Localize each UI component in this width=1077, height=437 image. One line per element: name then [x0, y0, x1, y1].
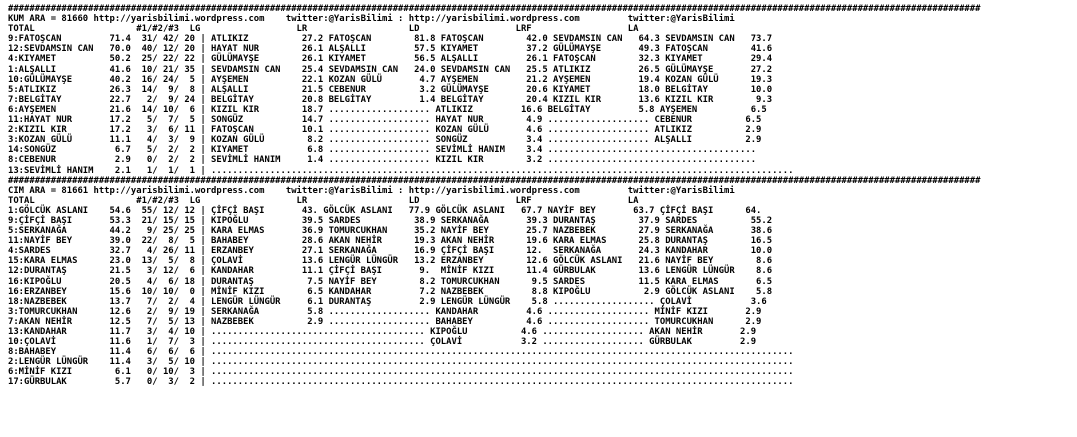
report-line: TOTAL #1/#2/#3 LG LR LD LRF LA	[8, 24, 639, 35]
report-line: 16:ERZANBEY 15.6 10/ 10/ 0 | MİNİF KIZI 6.5 KANDAHAR 7.2 NAZBEBEK 8.8 KIPOĞLU 2.9 GÖLCÜK ASLANI 5.8	[8, 286, 773, 297]
report-line: 7:BELGİTAY 22.7 2/ 9/ 24 | BELGİTAY 20.8 BELGİTAY 1.4 BELGİTAY 20.4 KIZIL KIR 13.6 KIZIL KIR 9.3	[8, 94, 773, 105]
report-line: 5:ATLIKIZ 26.3 14/ 9/ 8 | ALŞALLI 21.5 CEBENUR 3.2 GÜLÜMAYŞE 20.6 KIYAMET 18.0 BELGİTAY 10.0	[8, 84, 773, 95]
report-line: 11:NAYİF BEY 39.0 22/ 8/ 5 | BAHABEY 28.6 AKAN NEHİR 19.3 AKAN NEHİR 19.6 KARA ELMAS 25.8 DURANTAŞ 16.5	[8, 236, 773, 247]
report-line: 17:GÜRBULAK 5.7 0/ 3/ 2 | .............................................................................................................	[8, 377, 794, 388]
report-line: 14:SONGÜZ 6.7 5/ 2/ 2 | KIYAMET 6.8 ................... SEVİMLİ HANIM 3.4 .......................................	[8, 145, 757, 156]
report-line: 12:DURANTAŞ 21.5 3/ 12/ 6 | KANDAHAR 11.1 ÇİFÇİ BAŞI 9. MİNİF KIZI 11.4 GÜRBULAK 13.6 LENGÜR LÜNGÜR 8.6	[8, 266, 773, 277]
report-line: ######################################################################################################################################################################################	[8, 175, 981, 186]
report-line: 8:BAHABEY 11.4 6/ 6/ 6 | .............................................................................................................	[8, 347, 794, 358]
report-line: 4:KIYAMET 50.2 25/ 22/ 22 | GÜLÜMAYŞE 26.1 KIYAMET 56.5 ALŞALLI 26.1 FATOŞCAN 32.3 KIYAMET 29.4	[8, 54, 773, 65]
report-line: KUM ARA = 81660 http://yarisbilimi.wordpress.com twitter:@YarisBilimi : http://yarisbilimi.wordpress.com twitter:@YarisBilimi	[8, 14, 735, 25]
report-line: 6:AYŞEMEN 21.6 14/ 10/ 6 | KIZIL KIR 18.7 ................... ATLIKIZ 16.6 BELGİTAY 5.8 AYŞEMEN 6.5	[8, 104, 767, 115]
report-line: 7:AKAN NEHİR 12.5 7/ 5/ 13 | NAZBEBEK 2.9 ................... BAHABEY 4.6 ................... TOMURCUKHAN 2.9	[8, 316, 762, 327]
report-line: 5:SERKANAĞA 44.2 9/ 25/ 25 | KARA ELMAS 36.9 TOMURCUKHAN 35.2 NAYİF BEY 25.7 NAZBEBEK 27.9 SERKANAĞA 38.6	[8, 226, 773, 237]
report-line: 13:SEVİMLİ HANIM 2.1 1/ 1/ 1 | .............................................................................................................	[8, 165, 794, 176]
report-line: 10:GÜLÜMAYŞE 40.2 16/ 24/ 5 | AYŞEMEN 22.1 KOZAN GÜLÜ 4.7 AYŞEMEN 21.2 AYŞEMEN 19.4 KOZAN GÜLÜ 19.3	[8, 74, 773, 85]
report-line: 9:FATOŞCAN 71.4 31/ 42/ 20 | ATLIKIZ 27.2 FATOŞCAN 81.8 FATOŞCAN 42.0 SEVDAMSIN CAN 64.3 SEVDAMSIN CAN 73.7	[8, 34, 773, 45]
report-line: 15:KARA ELMAS 23.0 13/ 5/ 8 | ÇOLAVİ 13.6 LENGÜR LÜNGÜR 13.2 ERZANBEY 12.6 GÖLCÜK ASLANI 21.6 NAYİF BEY 8.6	[8, 256, 773, 267]
report-line: 1:GÖLCÜK ASLANI 54.6 55/ 12/ 12 | ÇİFÇİ BAŞI 43. GÖLCÜK ASLANI 77.9 GÖLCÜK ASLANI 67.7 NAYİF BEY 63.7 ÇİFÇİ BAŞI 64.	[8, 205, 762, 216]
results-report	[8, 4, 980, 388]
report-line: 9:ÇİFÇİ BAŞI 53.3 21/ 15/ 15 | KIPOĞLU 39.5 SARDES 38.9 SERKANAĞA 39.3 DURANTAŞ 37.9 SARDES 55.2	[8, 215, 773, 226]
report-line: 8:CEBENUR 2.9 0/ 2/ 2 | SEVİMLİ HANIM 1.4 ................... KIZIL KIR 3.2 .......................................	[8, 155, 757, 166]
report-line: 6:MİNİF KIZI 6.1 0/ 10/ 3 | .............................................................................................................	[8, 367, 794, 378]
report-line: 2:LENGÜR LÜNGÜR 11.4 3/ 5/ 10 | .............................................................................................................	[8, 357, 794, 368]
report-line: 1:ALŞALLI 41.6 10/ 21/ 35 | SEVDAMSIN CAN 25.4 SEVDAMSIN CAN 24.0 SEVDAMSIN CAN 25.5 ATLIKIZ 26.5 GÜLÜMAYŞE 27.2	[8, 64, 773, 75]
report-line: 16:KIPOĞLU 20.5 4/ 6/ 18 | DURANTAŞ 7.5 NAYİF BEY 8.2 TOMURCUKHAN 9.5 SARDES 11.5 KARA ELMAS 6.5	[8, 276, 773, 287]
report-line: 11:HAYAT NUR 17.2 5/ 7/ 5 | SONGÜZ 14.7 ................... HAYAT NUR 4.9 ................... CEBENUR 6.5	[8, 115, 762, 126]
report-line: 12:SEVDAMSIN CAN 70.0 40/ 12/ 20 | HAYAT NUR 26.1 ALŞALLI 57.5 KIYAMET 37.2 GÜLÜMAYŞE 49.3 FATOŞCAN 41.6	[8, 44, 773, 55]
report-line: 18:NAZBEBEK 13.7 7/ 2/ 4 | LENGÜR LÜNGÜR 6.1 DURANTAŞ 2.9 LENGÜR LÜNGÜR 5.8 ................... ÇOLAVİ 3.6	[8, 296, 767, 307]
report-line: 10:ÇOLAVİ 11.6 1/ 7/ 3 | ........................................ ÇOLAVİ 3.2 ................... GÜRBULAK 2.9	[8, 337, 757, 348]
report-line: 3:TOMURCUKHAN 12.6 2/ 9/ 19 | SERKANAĞA 5.8 ................... KANDAHAR 4.6 ................... MİNİF KIZI 2.9	[8, 306, 762, 317]
report-line: ######################################################################################################################################################################################	[8, 4, 981, 14]
report-line: TOTAL #1/#2/#3 LG LR LD LRF LA	[8, 195, 639, 206]
report-line: CIM ARA = 81661 http://yarisbilimi.wordpress.com twitter:@YarisBilimi : http://yarisbilimi.wordpress.com twitter:@YarisBilimi	[8, 185, 735, 196]
report-line: 2:KIZIL KIR 17.2 3/ 6/ 11 | FATOŞCAN 10.1 ................... KOZAN GÜLÜ 4.6 ................... ATLIKIZ 2.9	[8, 125, 762, 136]
report-line: 13:KANDAHAR 11.7 3/ 4/ 10 | ........................................ KIPOĞLU 4.6 ................... AKAN NEHİR 2.9	[8, 327, 757, 337]
report-line: 3:KOZAN GÜLÜ 11.1 4/ 3/ 9 | KOZAN GÜLÜ 8.2 ................... SONGÜZ 3.4 ................... ALŞALLI 2.9	[8, 135, 762, 146]
report-line: 4:SARDES 32.7 4/ 26/ 11 | ERZANBEY 27.1 SERKANAĞA 16.9 ÇİFÇİ BAŞI 12. SERKANAĞA 24.3 KANDAHAR 10.0	[8, 246, 773, 257]
